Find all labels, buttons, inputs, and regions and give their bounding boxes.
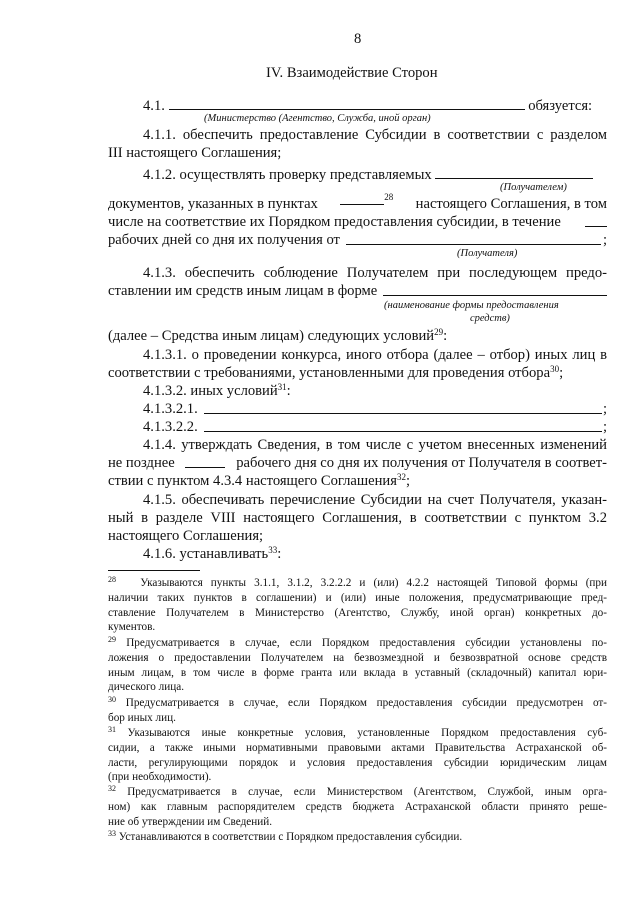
footnote-30: $^{30}$ Предусматривается в случае, если Порядком предоставления субсидии предусмотрен от- бор иных лиц. [108,695,608,724]
hint-form-2: средств) [470,313,510,324]
footnote-32: $^{32}$ Предусматривается в случае, если Министерством (Агентством, Службой, иным орга- ном) как главным распорядителем средств бюджета Астраханской области принято реше- ние об утверждении им Сведений. [108,784,607,828]
footnote-29: $^{29}$ Предусматривается в случае, если Порядком предоставления субсидии установлены по- ложения о предоставлении Получателем на безвозмездной и безвозвратной основе средств иным лицам, в том числе в форме гранта или вклада в уставный (складочный) капитал юри- дического лица. [108,635,608,694]
blank-days-1 [585,213,607,227]
blank-days-2 [185,454,225,468]
page-number: 8 [354,31,362,47]
clause-4-1-1-line1: 4.1.1. обеспечить предоставление Субсидии в соответствии с разделом [143,127,607,143]
clause-4-1: 4.1. обязуется: [143,98,593,114]
blank-condition-2 [204,418,602,432]
hint-authority: (Министерство (Агентство, Служба, иной орган) [204,113,431,124]
blank-authority [169,96,525,110]
clause-4-1-5-line3: настоящего Соглашения; [108,528,264,544]
blank-recipient-2 [346,231,601,245]
clause-4-1-4-line3: ствии с пунктом 4.3.4 настоящего Соглашения$^{32}$; [108,472,410,489]
clause-4-1-6: 4.1.6. устанавливать$^{33}$: [143,545,282,562]
blank-recipient-1 [435,165,593,179]
footnote-31: $^{31}$ Указываются иные конкретные условия, установленные Порядком предоставления суб- сидии, а также иными нормативными правовыми актами Правительства Астраханской об- ласти, регулирующими порядок и условия предоставления субсидии юридическим лицам (при необходимости). [108,725,607,784]
footnote-separator [108,570,200,571]
clause-4-1-4-line1: 4.1.4. утверждать Сведения, в том числе с учетом внесенных изменений [143,437,607,453]
clause-4-1-3-1-line1: 4.1.3.1. о проведении конкурса, иного отбора (далее – отбор) иных лиц в [143,347,607,363]
clause-4-1-3-2: 4.1.3.2. иных условий$^{31}$: [143,382,291,399]
clause-4-1-4-line2: не позднее рабочего дня со дня их получения от Получателя в соответ- [108,455,607,471]
hint-recipient-1: (Получателем) [500,182,567,193]
clause-4-1-5-line2: ный в разделе VIII настоящего Соглашения, в соответствии с пунктом 3.2 [108,510,607,526]
footnote-28: $^{28}$ Указываются пункты 3.1.1, 3.1.2, 3.2.2.2 и (или) 4.2.2 настоящей Типовой формы (при наличии таких пунктов в соглашении) и (или) иные положения, предусматривающие пред- ставление Получателем в Министерство (Агентство, Службу, иной орган) конкретных до- кументов. [108,575,607,634]
hint-recipient-2: (Получателя) [457,248,518,259]
hint-form-1: (наименование формы предоставления [384,300,559,311]
section-title: IV. Взаимодействие Сторон [266,65,438,81]
clause-4-1-3-1-line2: соответствии с требованиями, установленными для проведения отбора$^{30}$; [108,364,564,381]
blank-condition-1 [204,400,602,414]
blank-points [340,191,384,205]
clause-4-1-2-line1: 4.1.2. осуществлять проверку представляемых [143,165,593,184]
clause-4-1-2-line3: числе на соответствие их Порядком предоставления субсидии, в течение [108,213,607,231]
clause-4-1-1-line2: III настоящего Соглашения; [108,145,282,161]
footnote-33: $^{33}$ Устанавливаются в соответствии с Порядком предоставления субсидии. [108,829,463,843]
clause-4-1-3-line1: 4.1.3. обеспечить соблюдение Получателем при последующем предо- [143,265,607,281]
clause-4-1-3-2-1: 4.1.3.2.1. ; [143,401,607,417]
clause-4-1-2-line2: документов, указанных в пунктах $^{28}$ настоящего Соглашения, в том [108,192,607,212]
clause-4-1-2-line4: рабочих дней со дня их получения от ; [108,232,607,248]
clause-4-1-5-line1: 4.1.5. обеспечивать перечисление Субсидии на счет Получателя, указан- [143,492,607,508]
clause-4-1-3-2-2: 4.1.3.2.2. ; [143,419,607,435]
clause-4-1-3-line2: ставлении им средств иным лицам в форме [108,282,607,300]
blank-form [383,282,607,296]
clause-4-1-3-line3: (далее – Средства иным лицам) следующих условий$^{29}$: [108,327,448,344]
